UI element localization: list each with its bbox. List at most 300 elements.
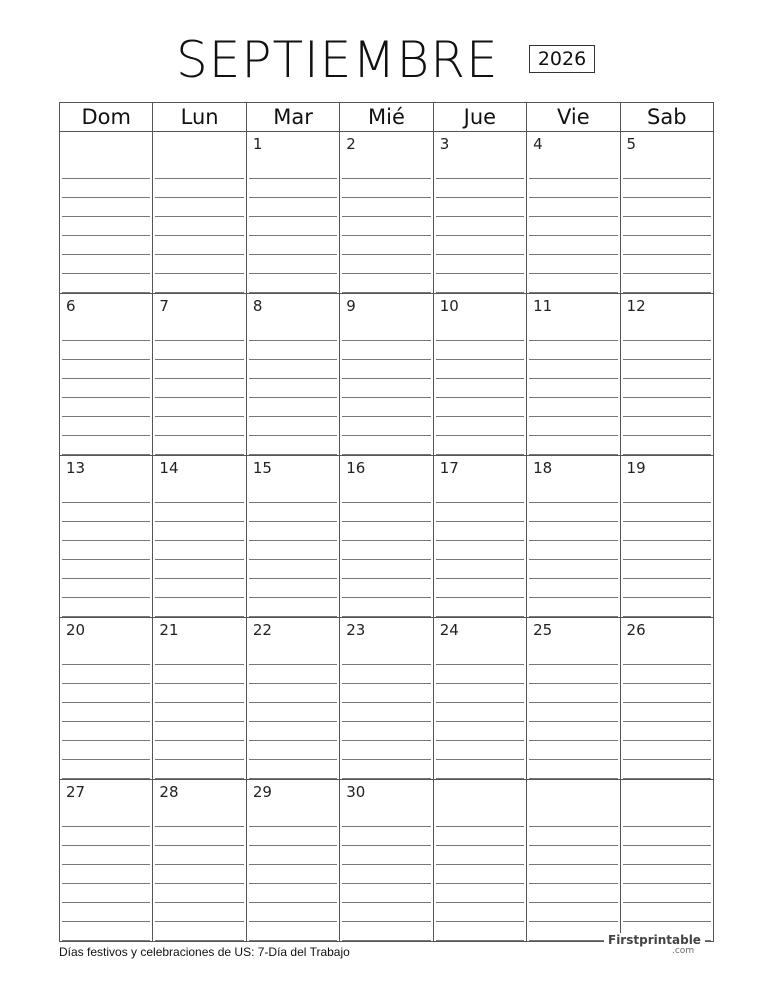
note-line	[623, 236, 711, 255]
note-line	[249, 579, 337, 598]
note-line	[529, 274, 617, 293]
day-cell	[433, 618, 526, 780]
day-cell	[433, 132, 526, 294]
note-line	[436, 484, 524, 503]
day-cell-content	[527, 456, 619, 617]
day-cell-content	[434, 132, 526, 293]
note-line	[436, 322, 524, 341]
note-line	[62, 198, 150, 217]
day-cell-content	[60, 294, 152, 455]
note-line	[623, 436, 711, 455]
day-cell	[527, 456, 620, 618]
note-line	[623, 703, 711, 722]
note-line	[529, 360, 617, 379]
day-cell-content	[621, 294, 713, 455]
note-line	[342, 598, 430, 617]
note-line	[623, 522, 711, 541]
note-line	[155, 160, 243, 179]
note-line	[155, 274, 243, 293]
note-line	[249, 722, 337, 741]
note-lines	[62, 160, 150, 293]
day-number: 6	[66, 297, 76, 315]
note-line	[436, 217, 524, 236]
note-line	[529, 503, 617, 522]
note-line	[249, 884, 337, 903]
note-lines	[249, 322, 337, 455]
note-line	[436, 684, 524, 703]
note-line	[436, 646, 524, 665]
note-line	[342, 646, 430, 665]
note-line	[436, 255, 524, 274]
day-cell	[153, 456, 246, 618]
note-line	[62, 865, 150, 884]
note-line	[249, 903, 337, 922]
day-cell-content	[621, 780, 713, 941]
day-number: 17	[439, 459, 459, 477]
note-line	[529, 255, 617, 274]
week-row	[60, 456, 714, 618]
note-lines	[529, 808, 617, 941]
note-line	[249, 417, 337, 436]
note-line	[342, 522, 430, 541]
day-cell-content	[60, 780, 152, 941]
note-line	[155, 360, 243, 379]
day-cell-content	[527, 780, 619, 941]
note-lines	[62, 646, 150, 779]
note-line	[436, 274, 524, 293]
day-cell	[153, 132, 246, 294]
note-line	[155, 684, 243, 703]
day-cell-content	[434, 294, 526, 455]
note-line	[529, 236, 617, 255]
note-line	[436, 436, 524, 455]
note-line	[342, 741, 430, 760]
note-line	[529, 379, 617, 398]
note-line	[249, 198, 337, 217]
note-line	[623, 417, 711, 436]
note-line	[436, 503, 524, 522]
note-line	[623, 398, 711, 417]
day-cell	[153, 780, 246, 942]
day-cell-content	[60, 618, 152, 779]
day-cell-content	[434, 456, 526, 617]
note-lines	[342, 322, 430, 455]
note-line	[342, 722, 430, 741]
note-line	[249, 398, 337, 417]
note-lines	[529, 646, 617, 779]
note-line	[155, 417, 243, 436]
day-number: 23	[346, 621, 366, 639]
note-line	[155, 236, 243, 255]
note-line	[342, 322, 430, 341]
note-line	[155, 922, 243, 941]
note-line	[155, 865, 243, 884]
note-line	[155, 560, 243, 579]
note-lines	[249, 646, 337, 779]
note-line	[249, 160, 337, 179]
note-line	[623, 865, 711, 884]
note-lines	[342, 484, 430, 617]
day-cell	[527, 294, 620, 456]
day-number: 19	[626, 459, 646, 477]
note-line	[342, 684, 430, 703]
day-cell-content	[60, 456, 152, 617]
day-number: 25	[533, 621, 553, 639]
day-number: 14	[159, 459, 179, 477]
note-line	[436, 417, 524, 436]
note-line	[249, 360, 337, 379]
note-line	[62, 703, 150, 722]
note-line	[342, 665, 430, 684]
day-cell	[246, 294, 339, 456]
note-line	[623, 484, 711, 503]
note-line	[155, 760, 243, 779]
day-cell	[153, 294, 246, 456]
note-line	[249, 827, 337, 846]
note-line	[62, 884, 150, 903]
day-number: 16	[346, 459, 366, 477]
note-line	[62, 274, 150, 293]
year-badge: 2026	[529, 45, 595, 73]
week-row	[60, 132, 714, 294]
note-line	[62, 436, 150, 455]
note-line	[155, 198, 243, 217]
note-line	[436, 398, 524, 417]
note-line	[436, 884, 524, 903]
note-line	[436, 741, 524, 760]
note-line	[436, 522, 524, 541]
note-line	[249, 503, 337, 522]
note-line	[155, 436, 243, 455]
note-line	[155, 741, 243, 760]
note-line	[342, 379, 430, 398]
day-cell	[60, 456, 153, 618]
note-line	[436, 179, 524, 198]
note-line	[249, 922, 337, 941]
day-cell	[246, 618, 339, 780]
day-cell	[620, 618, 713, 780]
note-line	[249, 865, 337, 884]
note-line	[249, 274, 337, 293]
note-line	[436, 236, 524, 255]
note-line	[249, 436, 337, 455]
note-line	[62, 827, 150, 846]
note-line	[529, 560, 617, 579]
note-line	[342, 703, 430, 722]
day-number: 1	[252, 135, 263, 153]
note-line	[623, 541, 711, 560]
note-line	[529, 846, 617, 865]
note-lines	[342, 808, 430, 941]
note-line	[249, 484, 337, 503]
note-line	[342, 541, 430, 560]
note-line	[342, 808, 430, 827]
note-line	[623, 760, 711, 779]
note-line	[342, 341, 430, 360]
day-cell	[340, 618, 433, 780]
note-line	[529, 646, 617, 665]
note-line	[249, 255, 337, 274]
note-line	[155, 179, 243, 198]
note-line	[342, 160, 430, 179]
note-lines	[342, 160, 430, 293]
day-number: 10	[439, 297, 459, 315]
note-line	[436, 341, 524, 360]
day-number: 30	[346, 783, 366, 801]
weekday-header-row	[60, 103, 714, 132]
note-lines	[436, 484, 524, 617]
note-line	[529, 808, 617, 827]
day-cell-content	[153, 294, 245, 455]
note-lines	[436, 160, 524, 293]
note-line	[623, 722, 711, 741]
note-lines	[623, 646, 711, 779]
day-cell	[620, 132, 713, 294]
weekday-sunday: Dom	[60, 103, 153, 132]
day-cell	[527, 618, 620, 780]
note-line	[62, 808, 150, 827]
note-line	[436, 827, 524, 846]
note-line	[436, 360, 524, 379]
note-line	[155, 579, 243, 598]
note-line	[623, 598, 711, 617]
day-cell	[246, 132, 339, 294]
day-cell-content	[527, 618, 619, 779]
note-line	[249, 322, 337, 341]
day-number: 5	[626, 135, 637, 153]
note-lines	[529, 322, 617, 455]
note-line	[529, 417, 617, 436]
day-cell	[340, 780, 433, 942]
day-cell	[620, 294, 713, 456]
note-line	[62, 665, 150, 684]
day-cell	[246, 456, 339, 618]
note-line	[155, 503, 243, 522]
note-line	[342, 846, 430, 865]
note-lines	[529, 484, 617, 617]
note-lines	[436, 808, 524, 941]
note-line	[62, 646, 150, 665]
day-cell-content	[153, 132, 245, 293]
note-lines	[623, 160, 711, 293]
day-cell	[620, 780, 713, 942]
day-cell-content	[247, 132, 339, 293]
note-line	[155, 398, 243, 417]
note-line	[529, 884, 617, 903]
note-line	[436, 903, 524, 922]
note-lines	[249, 160, 337, 293]
note-lines	[155, 160, 243, 293]
note-line	[436, 703, 524, 722]
note-line	[62, 417, 150, 436]
note-line	[62, 741, 150, 760]
note-line	[342, 760, 430, 779]
day-number: 4	[533, 135, 543, 153]
note-line	[342, 398, 430, 417]
note-line	[249, 179, 337, 198]
note-line	[529, 198, 617, 217]
note-lines	[249, 808, 337, 941]
note-line	[529, 217, 617, 236]
note-line	[155, 884, 243, 903]
note-line	[155, 522, 243, 541]
day-cell-content	[340, 780, 432, 941]
month-title: SEPTIEMBRE	[176, 31, 499, 89]
note-line	[436, 865, 524, 884]
note-line	[529, 665, 617, 684]
note-lines	[436, 646, 524, 779]
day-number: 21	[159, 621, 179, 639]
note-line	[623, 560, 711, 579]
day-number: 13	[66, 459, 86, 477]
day-cell-content	[153, 780, 245, 941]
note-line	[623, 684, 711, 703]
note-lines	[155, 484, 243, 617]
note-line	[623, 808, 711, 827]
note-line	[155, 846, 243, 865]
note-line	[623, 217, 711, 236]
weekday-thursday: Jue	[433, 103, 526, 132]
note-line	[155, 903, 243, 922]
note-line	[623, 360, 711, 379]
note-line	[529, 160, 617, 179]
note-line	[62, 179, 150, 198]
day-cell	[246, 780, 339, 942]
day-number: 7	[159, 297, 169, 315]
day-cell-content	[527, 294, 619, 455]
note-line	[155, 722, 243, 741]
note-line	[342, 484, 430, 503]
note-line	[623, 741, 711, 760]
note-line	[529, 484, 617, 503]
day-cell-content	[340, 294, 432, 455]
note-line	[62, 398, 150, 417]
day-cell-content	[247, 780, 339, 941]
day-number: 24	[439, 621, 459, 639]
day-cell-content	[621, 456, 713, 617]
day-number: 27	[66, 783, 86, 801]
note-line	[623, 503, 711, 522]
note-line	[249, 703, 337, 722]
note-line	[62, 522, 150, 541]
day-cell-content	[621, 618, 713, 779]
note-line	[529, 522, 617, 541]
note-line	[436, 160, 524, 179]
weekday-friday: Vie	[527, 103, 620, 132]
note-line	[436, 541, 524, 560]
note-line	[62, 903, 150, 922]
note-line	[62, 160, 150, 179]
note-lines	[623, 484, 711, 617]
note-line	[342, 922, 430, 941]
note-line	[249, 846, 337, 865]
note-line	[155, 646, 243, 665]
note-line	[62, 503, 150, 522]
note-line	[249, 741, 337, 760]
day-number: 29	[252, 783, 272, 801]
note-lines	[249, 484, 337, 617]
day-cell	[433, 456, 526, 618]
day-cell	[527, 780, 620, 942]
note-line	[623, 160, 711, 179]
note-line	[62, 341, 150, 360]
day-cell-content	[434, 618, 526, 779]
note-line	[249, 379, 337, 398]
note-line	[342, 255, 430, 274]
note-line	[623, 846, 711, 865]
day-cell	[340, 132, 433, 294]
note-line	[155, 541, 243, 560]
note-line	[249, 541, 337, 560]
note-line	[62, 579, 150, 598]
day-number: 15	[252, 459, 272, 477]
day-number: 2	[346, 135, 356, 153]
note-line	[436, 665, 524, 684]
note-line	[249, 808, 337, 827]
day-cell	[60, 294, 153, 456]
note-line	[623, 827, 711, 846]
note-lines	[62, 808, 150, 941]
day-cell-content	[340, 618, 432, 779]
note-line	[529, 703, 617, 722]
weekday-wednesday: Mié	[340, 103, 433, 132]
note-line	[62, 217, 150, 236]
note-line	[155, 255, 243, 274]
note-line	[155, 665, 243, 684]
day-number: 8	[252, 297, 263, 315]
note-line	[436, 846, 524, 865]
note-line	[342, 884, 430, 903]
note-line	[249, 236, 337, 255]
day-number: 18	[533, 459, 553, 477]
note-line	[342, 903, 430, 922]
day-number: 9	[346, 297, 356, 315]
note-line	[529, 436, 617, 455]
day-cell-content	[247, 456, 339, 617]
note-line	[436, 579, 524, 598]
day-cell	[340, 294, 433, 456]
day-cell-content	[247, 294, 339, 455]
day-cell	[153, 618, 246, 780]
note-line	[249, 217, 337, 236]
note-lines	[155, 808, 243, 941]
note-line	[249, 684, 337, 703]
note-line	[623, 255, 711, 274]
note-line	[436, 922, 524, 941]
note-line	[623, 665, 711, 684]
note-line	[155, 322, 243, 341]
day-cell	[620, 456, 713, 618]
note-line	[529, 541, 617, 560]
note-lines	[342, 646, 430, 779]
note-line	[529, 322, 617, 341]
note-line	[342, 865, 430, 884]
note-line	[623, 903, 711, 922]
note-line	[529, 598, 617, 617]
note-line	[62, 760, 150, 779]
note-line	[62, 684, 150, 703]
note-line	[342, 236, 430, 255]
note-line	[249, 598, 337, 617]
note-line	[62, 722, 150, 741]
day-cell	[433, 780, 526, 942]
note-line	[155, 217, 243, 236]
note-line	[623, 341, 711, 360]
note-line	[62, 598, 150, 617]
note-line	[436, 808, 524, 827]
note-line	[249, 341, 337, 360]
brand-logo: Firstprintable	[604, 933, 705, 947]
